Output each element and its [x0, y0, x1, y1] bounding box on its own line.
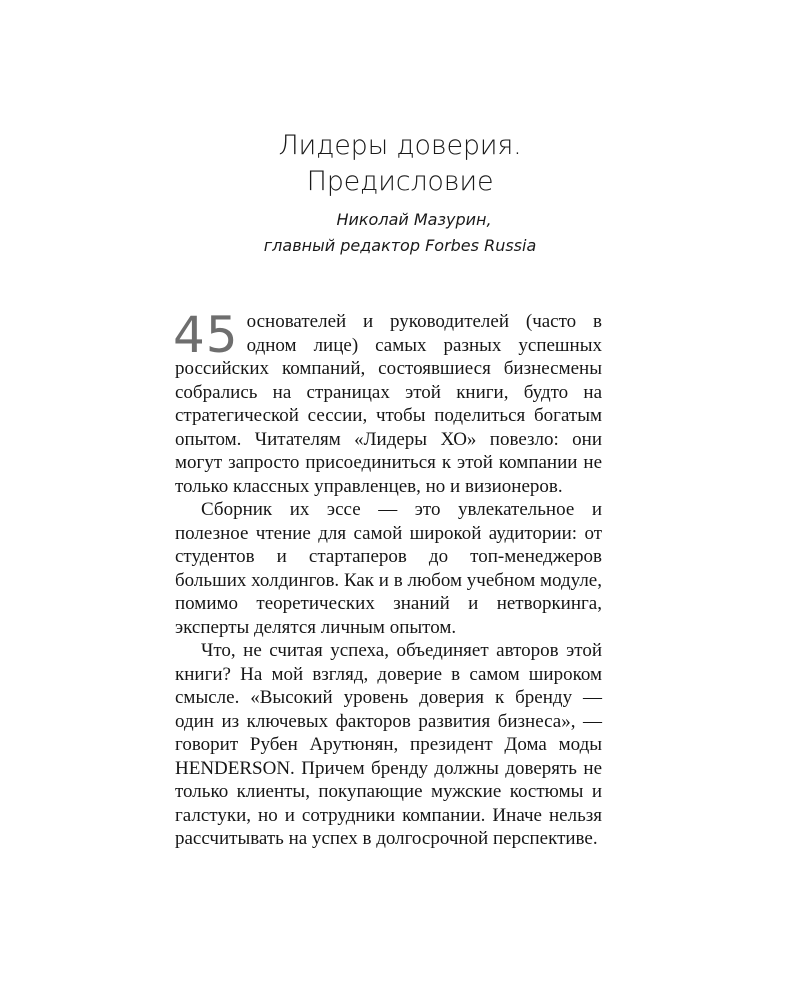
chapter-title — [0, 128, 800, 200]
paragraph-3: Что, не считая успеха, объединяет авторов этой книги? На мой взгляд, доверие в самом широком смысле. «Высокий уровень доверия к бренду — один из ключевых факторов развития бизнеса», — говорит Рубен Арутюнян, президент Дома моды HENDERSON. Причем бренду должны доверять не только клиенты, покупающие мужские костюмы и галстуки, но и сотрудники компании. Иначе нельзя рассчитывать на успех в долгосрочной перспективе. — [175, 640, 602, 849]
chapter-title-line-2: Предисловие — [306, 166, 494, 197]
author-role: главный редактор Forbes Russia — [263, 236, 537, 255]
chapter-title-line-1: Лидеры доверия. — [278, 130, 522, 161]
article-body — [173, 306, 602, 851]
author-block — [0, 207, 800, 259]
drop-cap-number: 45 — [173, 306, 239, 364]
author-name: Николай Мазурин, — [336, 210, 492, 229]
paragraph-1-text: основателей и руководителей (часто в одном лице) самых разных успешных российских компаний, состоявшиеся бизнесмены собрались на страницах этой книги, будто на стратегической сессии, чтобы поделиться богатым опытом. Читателям «Лидеры ХО» повезло: они могут запросто присоединиться к этой компании не только классных управленцев, но и визионеров. — [175, 311, 602, 497]
paragraph-1 — [173, 306, 602, 498]
paragraph-2: Сборник их эссе — это увлекательное и полезное чтение для самой широкой аудитории: от студентов и стартаперов до топ-менеджеров больших холдингов. Как и в любом учебном модуле, помимо теоретических знаний и нетворкинга, эксперты делятся личным опытом. — [175, 499, 602, 638]
